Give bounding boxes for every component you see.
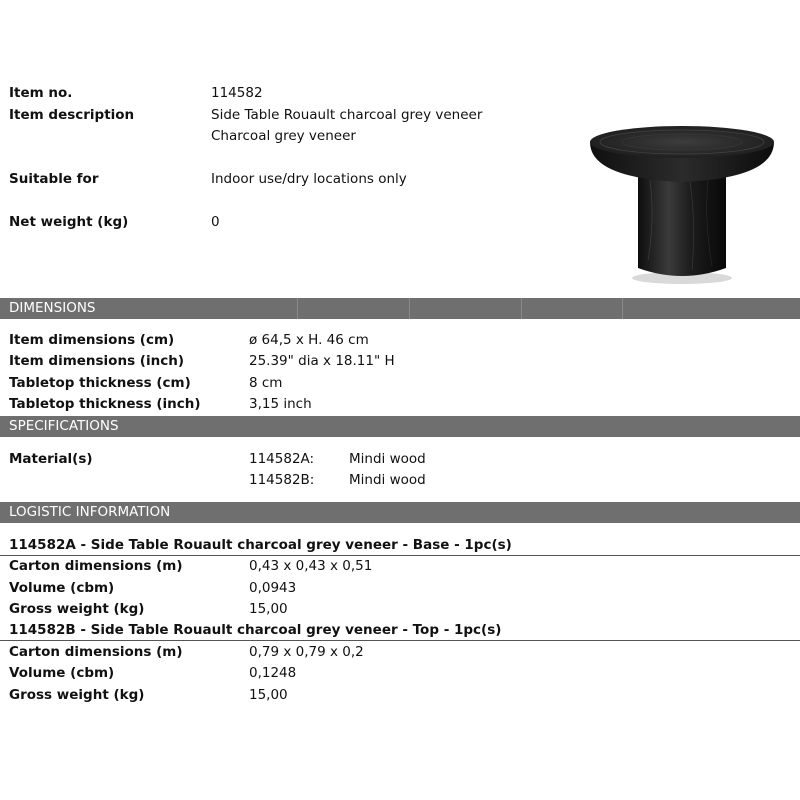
dimension-value-inch: 25.39" dia x 18.11" H	[249, 353, 395, 369]
material-label: Material(s)	[9, 451, 93, 467]
package-b-volume-value: 0,1248	[249, 665, 297, 681]
tabletop-thickness-label-inch: Tabletop thickness (inch)	[9, 396, 201, 412]
package-b-volume-label: Volume (cbm)	[9, 665, 115, 681]
dimension-label-cm: Item dimensions (cm)	[9, 332, 175, 348]
package-a-title: 114582A - Side Table Rouault charcoal grey veneer - Base - 1pc(s)	[9, 537, 512, 553]
suitable-label: Suitable for	[9, 171, 99, 187]
dimensions-header-label: DIMENSIONS	[9, 300, 96, 316]
tabletop-thickness-label-cm: Tabletop thickness (cm)	[9, 375, 191, 391]
package-a-carton-label: Carton dimensions (m)	[9, 558, 183, 574]
dimensions-header	[0, 298, 800, 319]
logistic-header-label: LOGISTIC INFORMATION	[9, 504, 171, 520]
suitable-value: Indoor use/dry locations only	[211, 171, 407, 187]
net-weight-label: Net weight (kg)	[9, 214, 129, 230]
material-code-a: 114582A:	[249, 451, 315, 467]
description-line-1: Side Table Rouault charcoal grey veneer	[211, 107, 483, 123]
material-value-a: Mindi wood	[349, 451, 426, 467]
dimension-value-cm: ø 64,5 x H. 46 cm	[249, 332, 369, 348]
package-b-gross-weight-value: 15,00	[249, 687, 288, 703]
tabletop-thickness-value-inch: 3,15 inch	[249, 396, 312, 412]
material-code-b: 114582B:	[249, 472, 315, 488]
package-b-gross-weight-label: Gross weight (kg)	[9, 687, 145, 703]
dimension-label-inch: Item dimensions (inch)	[9, 353, 184, 369]
item-no-value: 114582	[211, 85, 263, 101]
package-a-volume-value: 0,0943	[249, 580, 297, 596]
description-line-2: Charcoal grey veneer	[211, 128, 356, 144]
specifications-header-label: SPECIFICATIONS	[9, 418, 119, 434]
logistic-header	[0, 502, 800, 523]
net-weight-value: 0	[211, 214, 220, 230]
package-a-gross-weight-label: Gross weight (kg)	[9, 601, 145, 617]
product-image-side-table	[580, 120, 790, 290]
package-a-carton-value: 0,43 x 0,43 x 0,51	[249, 558, 373, 574]
package-a-volume-label: Volume (cbm)	[9, 580, 115, 596]
material-value-b: Mindi wood	[349, 472, 426, 488]
package-b-title: 114582B - Side Table Rouault charcoal grey veneer - Top - 1pc(s)	[9, 622, 502, 638]
description-label: Item description	[9, 107, 135, 123]
tabletop-thickness-value-cm: 8 cm	[249, 375, 283, 391]
package-b-divider	[0, 640, 800, 641]
package-b-carton-value: 0,79 x 0,79 x 0,2	[249, 644, 364, 660]
specifications-header	[0, 416, 800, 437]
package-a-gross-weight-value: 15,00	[249, 601, 288, 617]
package-a-divider	[0, 555, 800, 556]
item-no-label: Item no.	[9, 85, 73, 101]
package-b-carton-label: Carton dimensions (m)	[9, 644, 183, 660]
